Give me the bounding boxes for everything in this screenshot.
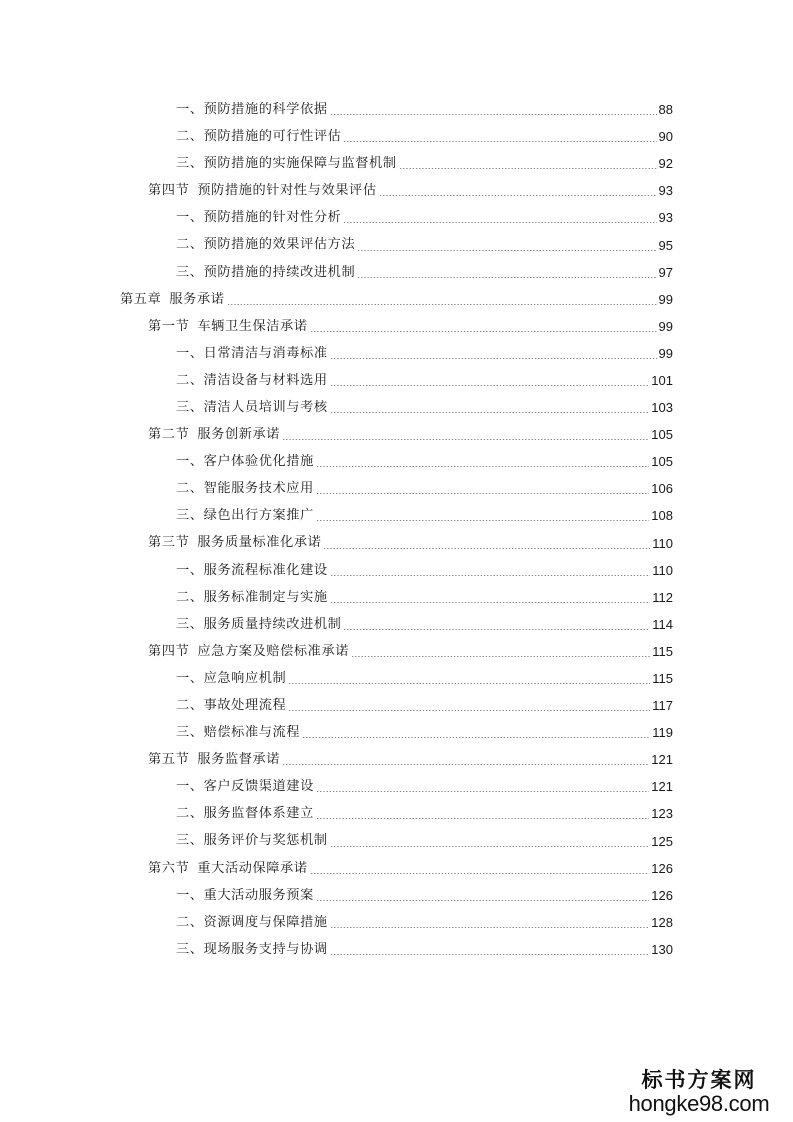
toc-entry-item[interactable]: [0, 611, 793, 638]
toc-entry-item[interactable]: [0, 719, 793, 746]
toc-entry-page-number: 97: [658, 264, 673, 280]
toc-entry-item[interactable]: [0, 259, 793, 286]
toc-entry-number: 二、: [176, 237, 204, 253]
toc-entry-page-number: 121: [651, 752, 673, 768]
toc-entry-item[interactable]: [0, 475, 793, 502]
toc-entry-item[interactable]: [0, 448, 793, 475]
toc-entry-page-number: 126: [651, 887, 673, 903]
toc-entry-title: [148, 645, 349, 658]
toc-entry-title: [176, 266, 355, 279]
toc-entry-title: [176, 564, 328, 577]
toc-entry-title: [176, 672, 286, 685]
toc-entry-text: 客户体验优化措施: [203, 454, 314, 470]
toc-entry-text: 智能服务技术应用: [203, 481, 314, 497]
toc-entry-item[interactable]: [0, 123, 793, 150]
toc-entry-page-number: 114: [652, 616, 673, 632]
toc-entry-page-number: 93: [658, 183, 673, 199]
toc-entry-number: 一、: [176, 210, 204, 226]
toc-entry-number: 一、: [176, 345, 204, 361]
toc-entry-page-number: 90: [658, 129, 673, 145]
toc-entry-number: 一、: [176, 779, 204, 795]
toc-entry-title: [148, 184, 377, 197]
toc-entry-page-number: 103: [651, 400, 673, 416]
toc-entry-item[interactable]: [0, 800, 793, 827]
toc-entry-number: 第二节: [148, 427, 190, 443]
toc-entry-title: [176, 943, 328, 956]
dot-leader: [302, 737, 650, 738]
toc-entry-section[interactable]: [0, 530, 793, 557]
toc-entry-number: 三、: [176, 833, 204, 849]
toc-entry-page-number: 92: [658, 156, 673, 172]
toc-entry-number: 三、: [176, 399, 204, 415]
toc-entry-page-number: 99: [658, 291, 673, 307]
toc-entry-title: [176, 916, 328, 929]
toc-entry-title: [176, 807, 314, 820]
dot-leader: [282, 764, 649, 765]
toc-entry-page-number: 88: [658, 102, 673, 118]
dot-leader: [357, 250, 656, 251]
toc-entry-item[interactable]: [0, 828, 793, 855]
toc-entry-number: 第四节: [148, 183, 190, 199]
toc-entry-page-number: 125: [651, 833, 673, 849]
toc-entry-title: [176, 211, 341, 224]
toc-entry-title: [176, 482, 314, 495]
toc-entry-section[interactable]: [0, 177, 793, 204]
toc-entry-text: 重大活动保障承诺: [197, 860, 308, 876]
toc-entry-text: 赔偿标准与流程: [203, 725, 301, 741]
toc-entry-title: [176, 103, 328, 116]
toc-entry-title: [120, 293, 225, 306]
toc-entry-title: [148, 862, 308, 875]
toc-entry-text: 现场服务支持与协调: [203, 941, 328, 957]
toc-entry-chapter[interactable]: [0, 286, 793, 313]
toc-entry-title: [176, 455, 314, 468]
dot-leader: [357, 277, 656, 278]
dot-leader: [330, 846, 650, 847]
toc-entry-item[interactable]: [0, 502, 793, 529]
toc-entry-text: 清洁人员培训与考核: [203, 399, 328, 415]
toc-entry-number: 三、: [176, 725, 204, 741]
dot-leader: [310, 873, 650, 874]
dot-leader: [330, 954, 650, 955]
toc-entry-text: 应急响应机制: [203, 670, 287, 686]
toc-entry-title: [176, 699, 286, 712]
toc-entry-number: 一、: [176, 454, 204, 470]
dot-leader: [282, 439, 649, 440]
toc-entry-title: [176, 401, 328, 414]
toc-entry-item[interactable]: [0, 882, 793, 909]
toc-entry-text: 预防措施的针对性分析: [203, 210, 342, 226]
toc-entry-number: 二、: [176, 806, 204, 822]
toc-entry-text: 预防措施的科学依据: [203, 101, 328, 117]
toc-entry-text: 服务创新承诺: [197, 427, 281, 443]
toc-entry-title: [176, 591, 328, 604]
toc-entry-number: 一、: [176, 887, 204, 903]
dot-leader: [330, 927, 650, 928]
toc-entry-number: 三、: [176, 264, 204, 280]
toc-entry-text: 重大活动服务预案: [203, 887, 314, 903]
toc-entry-title: [176, 780, 314, 793]
toc-entry-section[interactable]: [0, 638, 793, 665]
toc-entry-page-number: 106: [651, 481, 673, 497]
dot-leader: [316, 466, 649, 467]
toc-entry-item[interactable]: [0, 557, 793, 584]
toc-entry-page-number: 112: [652, 589, 673, 605]
toc-entry-title: [148, 320, 308, 333]
watermark-logo: [619, 1068, 779, 1116]
toc-entry-number: 第一节: [148, 318, 190, 334]
toc-entry-title: [148, 536, 321, 549]
toc-entry-item[interactable]: [0, 584, 793, 611]
toc-entry-text: 服务质量标准化承诺: [197, 535, 322, 551]
dot-leader: [330, 114, 657, 115]
dot-leader: [310, 331, 657, 332]
toc-entry-number: 二、: [176, 914, 204, 930]
toc-entry-number: 三、: [176, 941, 204, 957]
dot-leader: [330, 602, 651, 603]
toc-entry-title: [148, 428, 280, 441]
dot-leader: [399, 168, 657, 169]
toc-entry-number: 一、: [176, 101, 204, 117]
toc-entry-page-number: 110: [652, 535, 673, 551]
toc-entry-text: 服务评价与奖惩机制: [203, 833, 328, 849]
toc-entry-number: 二、: [176, 698, 204, 713]
toc-entry-page-number: 130: [651, 941, 673, 957]
dot-leader: [330, 575, 651, 576]
toc-entry-page-number: 93: [658, 210, 673, 226]
toc-entry-text: 应急方案及赔偿标准承诺: [197, 643, 350, 659]
toc-entry-title: [176, 238, 355, 251]
toc-entry-title: [176, 509, 314, 522]
toc-entry-section[interactable]: [0, 746, 793, 773]
toc-entry-text: 服务监督承诺: [197, 752, 281, 768]
dot-leader: [227, 304, 657, 305]
toc-entry-page-number: 115: [652, 643, 673, 659]
dot-leader: [316, 520, 649, 521]
toc-entry-text: 服务流程标准化建设: [203, 562, 328, 578]
dot-leader: [343, 222, 656, 223]
toc-entry-title: [176, 618, 341, 631]
dot-leader: [316, 493, 649, 494]
toc-entry-text: 事故处理流程: [203, 698, 287, 713]
toc-entry-section[interactable]: [0, 421, 793, 448]
table-of-contents: [0, 96, 793, 963]
toc-entry-text: 服务质量持续改进机制: [203, 616, 342, 632]
toc-entry-item[interactable]: [0, 773, 793, 800]
dot-leader: [316, 791, 649, 792]
toc-entry-item[interactable]: [0, 394, 793, 421]
toc-entry-item[interactable]: [0, 909, 793, 936]
dot-leader: [330, 385, 650, 386]
toc-entry-title: [176, 726, 300, 739]
toc-entry-text: 预防措施的持续改进机制: [203, 264, 356, 280]
toc-entry-text: 服务标准制定与实施: [203, 589, 328, 605]
watermark-name: 标书方案网: [641, 1066, 757, 1092]
dot-leader: [330, 358, 657, 359]
toc-entry-page-number: 101: [651, 372, 673, 388]
toc-entry-title: [176, 130, 341, 143]
toc-entry-number: 二、: [176, 481, 204, 497]
toc-entry-page-number: 99: [658, 318, 673, 334]
toc-entry-page-number: 126: [651, 860, 673, 876]
toc-entry-page-number: 95: [658, 237, 673, 253]
toc-entry-page-number: 115: [652, 671, 673, 687]
toc-entry-text: 清洁设备与材料选用: [203, 372, 328, 388]
toc-entry-item[interactable]: [0, 692, 793, 719]
toc-entry-item[interactable]: [0, 665, 793, 692]
toc-entry-number: 第四节: [148, 643, 190, 659]
toc-entry-text: 资源调度与保障措施: [203, 914, 328, 930]
toc-entry-text: 日常清洁与消毒标准: [203, 345, 328, 361]
toc-entry-title: [148, 753, 280, 766]
toc-entry-number: 二、: [176, 129, 204, 145]
toc-entry-text: 客户反馈渠道建设: [203, 779, 314, 795]
dot-leader: [288, 710, 650, 711]
toc-entry-number: 三、: [176, 508, 204, 524]
toc-entry-text: 服务承诺: [169, 291, 225, 307]
toc-entry-section[interactable]: [0, 855, 793, 882]
toc-entry-page-number: 128: [651, 914, 673, 930]
toc-entry-number: 一、: [176, 562, 204, 578]
toc-entry-page-number: 110: [652, 562, 673, 578]
dot-leader: [343, 141, 656, 142]
dot-leader: [316, 900, 649, 901]
toc-entry-page-number: 105: [651, 454, 673, 470]
toc-entry-section[interactable]: [0, 313, 793, 340]
toc-entry-title: [176, 889, 314, 902]
toc-entry-number: 第五章: [120, 291, 162, 307]
toc-entry-number: 第六节: [148, 860, 190, 876]
toc-entry-number: 二、: [176, 589, 204, 605]
toc-entry-page-number: 108: [651, 508, 673, 524]
toc-entry-number: 一、: [176, 670, 204, 686]
dot-leader: [351, 656, 650, 657]
dot-leader: [323, 548, 650, 549]
toc-entry-title: [176, 834, 328, 847]
toc-entry-title: [176, 347, 328, 360]
toc-entry-text: 预防措施的实施保障与监督机制: [203, 156, 397, 172]
watermark-url: hongke98.com: [628, 1090, 770, 1116]
toc-entry-item[interactable]: [0, 367, 793, 394]
toc-entry-page-number: 105: [651, 427, 673, 443]
dot-leader: [379, 195, 657, 196]
toc-entry-item[interactable]: [0, 150, 793, 177]
toc-entry-item[interactable]: [0, 936, 793, 963]
toc-entry-text: 预防措施的效果评估方法: [203, 237, 356, 253]
toc-entry-number: 三、: [176, 156, 204, 172]
toc-entry-page-number: 123: [651, 806, 673, 822]
toc-entry-page-number: 99: [658, 345, 673, 361]
toc-entry-item[interactable]: [0, 204, 793, 231]
toc-entry-text: 预防措施的可行性评估: [203, 129, 342, 145]
dot-leader: [288, 683, 650, 684]
toc-entry-item[interactable]: [0, 340, 793, 367]
dot-leader: [330, 412, 650, 413]
toc-entry-text: 车辆卫生保洁承诺: [197, 318, 308, 334]
dot-leader: [316, 818, 649, 819]
toc-entry-title: [176, 374, 328, 387]
toc-entry-number: 第五节: [148, 752, 190, 768]
toc-entry-text: 绿色出行方案推广: [203, 508, 314, 524]
toc-entry-title: [176, 157, 397, 170]
toc-entry-page-number: 117: [652, 698, 673, 714]
toc-entry-page-number: 119: [652, 725, 673, 741]
toc-entry-page-number: 121: [651, 779, 673, 795]
toc-entry-number: 二、: [176, 372, 204, 388]
toc-entry-number: 三、: [176, 616, 204, 632]
toc-entry-item[interactable]: [0, 96, 793, 123]
toc-entry-item[interactable]: [0, 231, 793, 258]
toc-entry-number: 第三节: [148, 535, 190, 551]
dot-leader: [343, 629, 650, 630]
toc-entry-text: 预防措施的针对性与效果评估: [197, 183, 377, 199]
toc-entry-text: 服务监督体系建立: [203, 806, 314, 822]
